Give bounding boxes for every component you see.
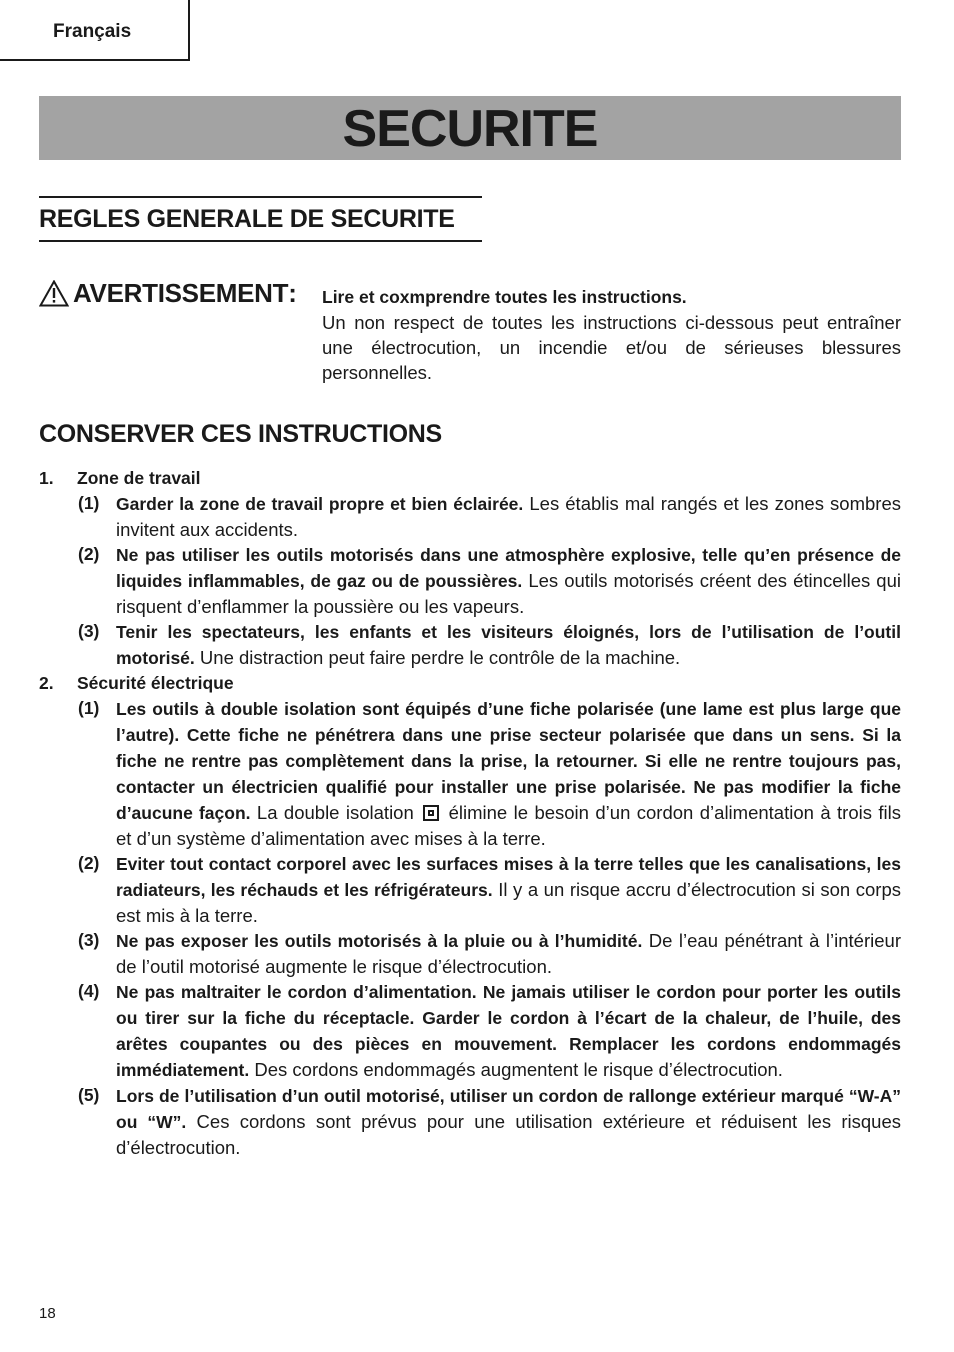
warning-text	[322, 285, 901, 385]
page-title-bar	[39, 96, 901, 160]
list-item	[39, 928, 901, 979]
item-bold-text: Les outils à double isolation sont équipés d’une fiche polarisée (une lame est plus large que l’autre). Cette fiche ne pénétrera dans une prise secteur polarisée que dans un sens. Si la fiche ne rentre pas complètement dans la prise, la retourner. Si elle ne rentre toujours pas, contacter un électricien qualifié pour installer une prise polarisée. Ne pas modifier la fiche d’aucune façon.	[116, 699, 901, 823]
item-number: (5)	[78, 1085, 100, 1105]
item-text-before-symbol: La double isolation	[250, 802, 421, 823]
warning-label-block	[39, 278, 297, 309]
page-title: SECURITE	[342, 100, 598, 158]
page-number: 18	[39, 1305, 56, 1322]
item-text: Des cordons endommagés augmentent le risque d’électrocution.	[249, 1059, 783, 1080]
list-item	[39, 619, 901, 671]
warning-label: AVERTISSEMENT	[73, 278, 289, 308]
item-text: Ces cordons sont prévus pour une utilisation extérieure et réduisent les risques d’électrocution.	[116, 1111, 901, 1158]
item-text: Une distraction peut faire perdre le contrôle de la machine.	[194, 647, 681, 668]
section-heading-text: REGLES GENERALE DE SECURITE	[39, 205, 455, 233]
warning-colon: :	[288, 278, 297, 308]
list-item	[39, 491, 901, 542]
item-text: Il y a un risque accru d’électrocution si son corps est mis à la terre.	[116, 879, 902, 926]
item-bold-text: Ne pas maltraiter le cordon d’alimentation. Ne jamais utiliser le cordon pour porter les outils ou tirer sur la fiche du réceptacle. Garder le cordon à l’écart de la chaleur, de l’huile, des arêtes coupantes ou des pièces en mouvement. Remplacer les cordons endommagés immédiatement.	[116, 982, 901, 1080]
item-text: Les outils motorisés créent des étincelles qui risquent d’enflammer la poussière ou les vapeurs.	[116, 570, 901, 617]
language-label: Français	[53, 21, 132, 42]
item-number: (2)	[78, 544, 100, 564]
section-title	[39, 466, 901, 491]
item-bold-text: Ne pas utiliser les outils motorisés dans une atmosphère explosive, telle qu’en présence de liquides inflammables, de gaz ou de poussières.	[116, 545, 901, 591]
item-bold-text: Ne pas exposer les outils motorisés à la pluie ou à l’humidité.	[116, 931, 643, 951]
item-number: (1)	[78, 698, 100, 718]
conserver-heading: CONSERVER CES INSTRUCTIONS	[39, 420, 442, 448]
item-bold-text: Eviter tout contact corporel avec les surfaces mises à la terre telles que les canalisations, les radiateurs, les réchauds et les réfrigérateurs.	[116, 854, 901, 900]
section-title-text: Sécurité électrique	[77, 673, 234, 693]
list-item	[39, 851, 901, 928]
warning-triangle-icon	[39, 280, 69, 307]
item-text: Les établis mal rangés et les zones sombres invitent aux accidents.	[116, 493, 901, 540]
safety-rules-list	[39, 466, 901, 1160]
list-item	[39, 979, 901, 1083]
item-number: (3)	[78, 930, 100, 950]
item-number: (1)	[78, 493, 100, 513]
section-number: 2.	[39, 673, 54, 693]
section-number: 1.	[39, 468, 54, 488]
item-bold-text: Tenir les spectateurs, les enfants et les visiteurs éloignés, lors de l’utilisation de l’outil motorisé.	[116, 622, 901, 668]
list-item	[39, 542, 901, 619]
double-insulation-icon	[423, 805, 439, 821]
item-text: De l’eau pénétrant à l’intérieur de l’outil motorisé augmente le risque d’électrocution.	[116, 930, 901, 977]
item-text: élimine le besoin d’un cordon d’alimentation à trois fils et d’un système d’alimentation avec mises à la terre.	[116, 802, 902, 849]
section-title-text: Zone de travail	[77, 468, 201, 488]
warning-lead: Lire et coxmprendre toutes les instructions.	[322, 287, 687, 307]
item-bold-text: Garder la zone de travail propre et bien éclairée.	[116, 494, 524, 514]
list-item	[39, 1083, 901, 1160]
item-number: (2)	[78, 853, 100, 873]
item-bold-text: Lors de l’utilisation d’un outil motorisé, utiliser un cordon de rallonge extérieur marqué “W-A” ou “W”.	[116, 1086, 901, 1132]
item-number: (4)	[78, 981, 100, 1001]
section-heading	[39, 196, 482, 242]
item-number: (3)	[78, 621, 100, 641]
warning-body: Un non respect de toutes les instructions ci-dessous peut entraîner une électrocution, un incendie et/ou de sérieuses blessures personnelles.	[322, 312, 901, 383]
section-title	[39, 671, 901, 696]
list-item	[39, 696, 901, 851]
language-tab	[0, 0, 190, 61]
